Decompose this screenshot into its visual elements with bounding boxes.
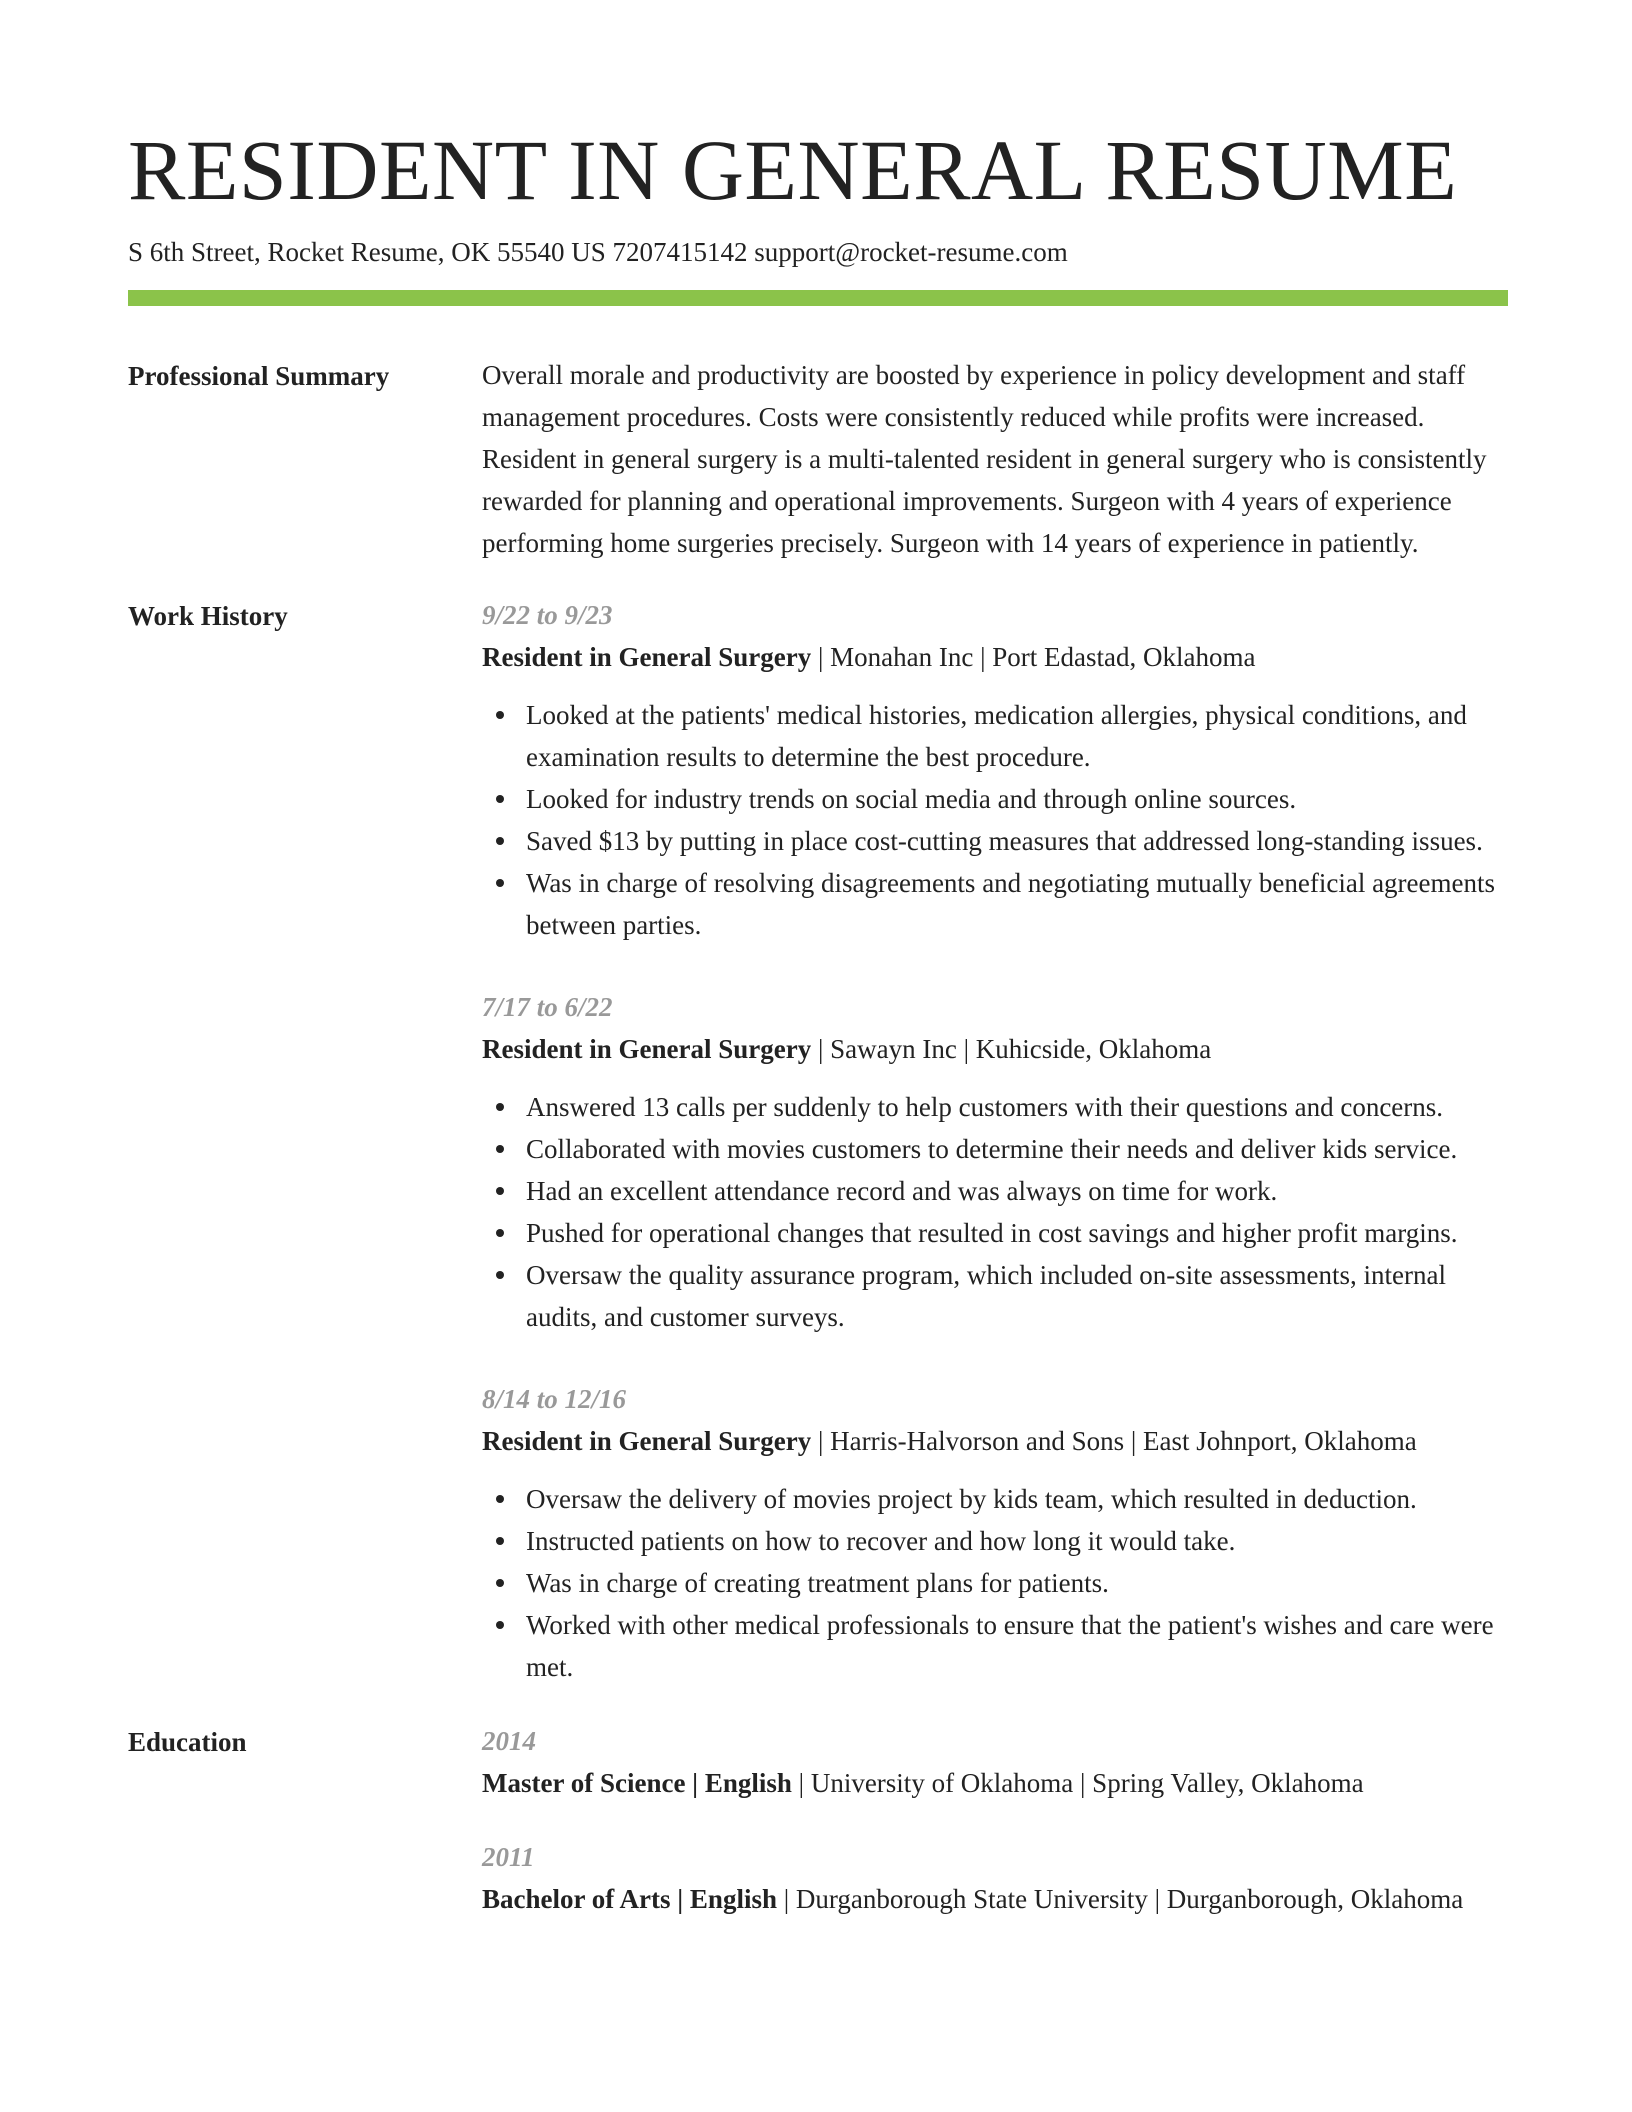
education-year: 2011 xyxy=(482,1842,535,1872)
job-dates: 8/14 to 12/16 xyxy=(482,1384,627,1414)
job-heading xyxy=(482,1028,1508,1070)
education-year: 2014 xyxy=(482,1726,536,1756)
section-label-summary: Professional Summary xyxy=(128,361,390,391)
section-label-work-history: Work History xyxy=(128,601,288,631)
job-bullet: Looked for industry trends on social media and through online sources. xyxy=(482,778,1508,820)
education-entry xyxy=(482,1836,1508,1920)
summary-body xyxy=(482,354,1512,564)
job-bullet: Instructed patients on how to recover and how long it would take. xyxy=(482,1520,1508,1562)
summary-text: Overall morale and productivity are boosted by experience in policy development and staff management procedures. Costs were consistently reduced while profits were increased. Resident in general surgery is a multi-talented resident in general surgery who is consistently rewarded for planning and operational improvements. Surgeon with 4 years of experience performing home surgeries precisely. Surgeon with 14 years of experience in patiently. xyxy=(482,360,1487,558)
education-entry xyxy=(482,1720,1508,1804)
work-history-body xyxy=(482,594,1508,1688)
job-bullet: Pushed for operational changes that resulted in cost savings and higher profit margins. xyxy=(482,1212,1508,1254)
job-bullets xyxy=(482,1478,1508,1688)
education-details: | Durganborough State University | Durganborough, Oklahoma xyxy=(776,1884,1464,1914)
job-entry xyxy=(482,986,1508,1338)
contact-line: S 6th Street, Rocket Resume, OK 55540 US 7207415142 support@rocket-resume.com xyxy=(128,237,1068,267)
job-bullet: Was in charge of resolving disagreements and negotiating mutually beneficial agreements between parties. xyxy=(482,862,1508,946)
resume-page xyxy=(128,120,1508,1920)
job-bullets xyxy=(482,694,1508,946)
job-details: | Sawayn Inc | Kuhicside, Oklahoma xyxy=(811,1034,1212,1064)
education-heading xyxy=(482,1878,1508,1920)
job-entry xyxy=(482,1378,1508,1688)
education-body xyxy=(482,1720,1508,1920)
job-bullet: Oversaw the delivery of movies project by kids team, which resulted in deduction. xyxy=(482,1478,1508,1520)
education-section xyxy=(128,1720,1508,1920)
job-bullet: Looked at the patients' medical histories, medication allergies, physical conditions, and examination results to determine the best procedure. xyxy=(482,694,1508,778)
job-dates: 7/17 to 6/22 xyxy=(482,992,613,1022)
job-bullet: Answered 13 calls per suddenly to help customers with their questions and concerns. xyxy=(482,1086,1508,1128)
job-entry xyxy=(482,594,1508,946)
resume-title: RESIDENT IN GENERAL RESUME xyxy=(128,122,1458,218)
job-bullet: Saved $13 by putting in place cost-cutting measures that addressed long-standing issues. xyxy=(482,820,1508,862)
job-title: Resident in General Surgery xyxy=(482,1426,812,1456)
job-bullet: Collaborated with movies customers to determine their needs and deliver kids service. xyxy=(482,1128,1508,1170)
job-heading xyxy=(482,636,1508,678)
job-bullet: Oversaw the quality assurance program, which included on-site assessments, internal audits, and customer surveys. xyxy=(482,1254,1508,1338)
job-title: Resident in General Surgery xyxy=(482,1034,812,1064)
job-bullet: Worked with other medical professionals to ensure that the patient's wishes and care were met. xyxy=(482,1604,1508,1688)
job-heading xyxy=(482,1420,1508,1462)
work-history-section xyxy=(128,594,1508,1688)
job-bullets xyxy=(482,1086,1508,1338)
degree-name: Master of Science | English xyxy=(482,1768,792,1798)
job-bullet: Was in charge of creating treatment plans for patients. xyxy=(482,1562,1508,1604)
job-details: | Monahan Inc | Port Edastad, Oklahoma xyxy=(811,642,1256,672)
job-dates: 9/22 to 9/23 xyxy=(482,600,613,630)
education-details: | University of Oklahoma | Spring Valley, Oklahoma xyxy=(791,1768,1364,1798)
summary-section xyxy=(128,354,1508,564)
education-heading xyxy=(482,1762,1508,1804)
job-title: Resident in General Surgery xyxy=(482,642,812,672)
degree-name: Bachelor of Arts | English xyxy=(482,1884,777,1914)
header-divider xyxy=(128,290,1508,306)
section-label-education: Education xyxy=(128,1727,247,1757)
job-details: | Harris-Halvorson and Sons | East Johnport, Oklahoma xyxy=(811,1426,1417,1456)
job-bullet: Had an excellent attendance record and was always on time for work. xyxy=(482,1170,1508,1212)
